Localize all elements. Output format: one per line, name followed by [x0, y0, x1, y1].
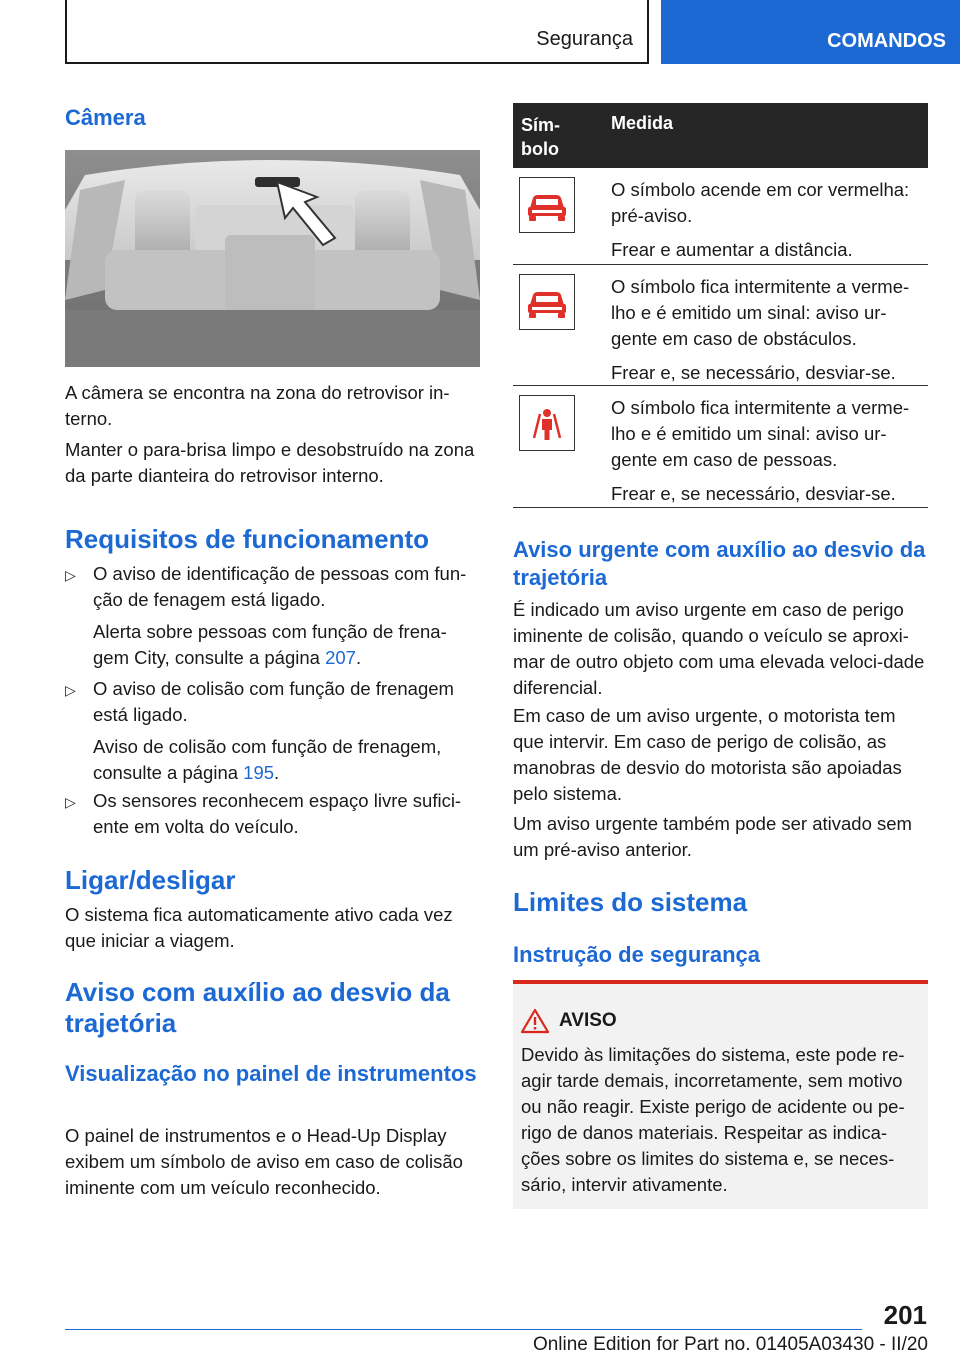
bullet-item-2-ref-text: Aviso de colisão com função de frenagem, consulte a página [93, 736, 442, 783]
warning-text: Devido às limitações do sistema, este pode re-agir tarde demais, incorretamente, sem motivo ou não reagir. Existe perigo de acidente ou pe-rigo de danos materiais. Respeitar as indica-ções sobre os limites do sistema e, se neces-sário, intervir ativamente. [521, 1044, 905, 1195]
bullet-item-1-ref-text: Alerta sobre pessoas com função de frena-gem City, consulte a página [93, 621, 447, 668]
table-row-2-line-1: O símbolo fica intermitente a verme-lho e é emitido um sinal: aviso ur-gente em caso de obstáculos. [611, 276, 910, 349]
bullet-item-1-ref: Alerta sobre pessoas com função de frena-gem City, consulte a página 207. [93, 621, 447, 668]
footer-divider [65, 1329, 862, 1330]
header-section-box [65, 0, 649, 64]
car-warning-icon [519, 177, 575, 233]
camera-heading: Câmera [65, 105, 146, 130]
bullet-item-1-text: O aviso de identificação de pessoas com fun-ção de fenagem está ligado. [93, 563, 467, 610]
car-warning-icon [519, 274, 575, 330]
instrument-display-heading: Visualização no painel de instrumentos [65, 1061, 477, 1086]
page-link-195[interactable]: 195 [243, 762, 275, 783]
bullet-item-1 [65, 561, 480, 671]
urgent-paragraph-2: Em caso de um aviso urgente, o motorista tem que intervir. Em caso de perigo de colisão, as manobras de desvio do motorista são apoiadas pelo sistema. [513, 705, 902, 804]
camera-paragraph-2: Manter o para-brisa limpo e desobstruído na zona da parte dianteira do retrovisor interno. [65, 439, 475, 486]
urgent-paragraph-3: Um aviso urgente também pode ser ativado sem um pré-aviso anterior. [513, 813, 912, 860]
instrument-display-paragraph: O painel de instrumentos e o Head-Up Display exibem um símbolo de aviso em caso de colisão iminente com um veículo reconhecido. [65, 1125, 463, 1198]
safety-instruction-heading: Instrução de segurança [513, 942, 760, 967]
warning-title: AVISO [559, 1010, 617, 1031]
table-row [513, 386, 928, 508]
bullet-triangle-icon: ▷ [65, 682, 76, 698]
footer-edition: Online Edition for Part no. 01405A03430 - II/20 [532, 1334, 928, 1355]
header-chapter-title: COMANDOS [827, 30, 946, 52]
bullet-triangle-icon: ▷ [65, 794, 76, 810]
urgent-paragraph-1: É indicado um aviso urgente em caso de perigo iminente de colisão, quando o veículo se aproxi-mar de outro objeto com uma elevada veloci-dade diferencial. [513, 599, 925, 698]
warning-box [513, 980, 928, 1209]
table-header-symbol: Sím-bolo [521, 115, 561, 159]
urgent-warning-heading: Aviso urgente com auxílio ao desvio da trajetória [513, 537, 926, 590]
bullet-item-2-text: O aviso de colisão com função de frenagem está ligado. [93, 678, 454, 725]
page-number: 201 [883, 1300, 927, 1330]
bullet-item-2-ref: Aviso de colisão com função de frenagem, consulte a página 195. [93, 736, 442, 783]
page-link-207[interactable]: 207 [325, 647, 356, 668]
bullet-item-2 [65, 676, 480, 786]
on-off-heading: Ligar/desligar [65, 865, 236, 895]
header-section-title: Segurança [536, 28, 633, 50]
pedestrian-warning-icon [519, 395, 575, 451]
table-row-3-line-2: Frear e, se necessário, desviar-se. [611, 483, 896, 504]
table-row-1-line-1: O símbolo acende em cor vermelha: pré-aviso. [611, 179, 910, 226]
rear-window-camera-image [65, 150, 480, 367]
header-chapter-box [661, 0, 960, 64]
system-limits-heading: Limites do sistema [513, 887, 748, 917]
table-row-2-line-2: Frear e, se necessário, desviar-se. [611, 362, 896, 383]
table-header [513, 103, 928, 168]
requirements-heading: Requisitos de funcionamento [65, 524, 430, 554]
table-header-action: Medida [611, 113, 674, 133]
bullet-triangle-icon: ▷ [65, 567, 76, 583]
bullet-item-3 [65, 788, 480, 840]
camera-paragraph-1: A câmera se encontra na zona do retrovisor in-terno. [65, 382, 450, 429]
table-row [513, 168, 928, 265]
table-row [513, 265, 928, 386]
table-row-3-line-1: O símbolo fica intermitente a verme-lho e é emitido um sinal: aviso ur-gente em caso de pessoas. [611, 397, 910, 470]
warning-triangle-icon [521, 1008, 549, 1034]
evade-assist-heading: Aviso com auxílio ao desvio da trajetória [65, 977, 450, 1038]
on-off-paragraph: O sistema fica automaticamente ativo cada vez que iniciar a viagem. [65, 904, 453, 951]
bullet-item-3-text: Os sensores reconhecem espaço livre sufici-ente em volta do veículo. [93, 790, 462, 837]
table-row-1-line-2: Frear e aumentar a distância. [611, 239, 853, 260]
